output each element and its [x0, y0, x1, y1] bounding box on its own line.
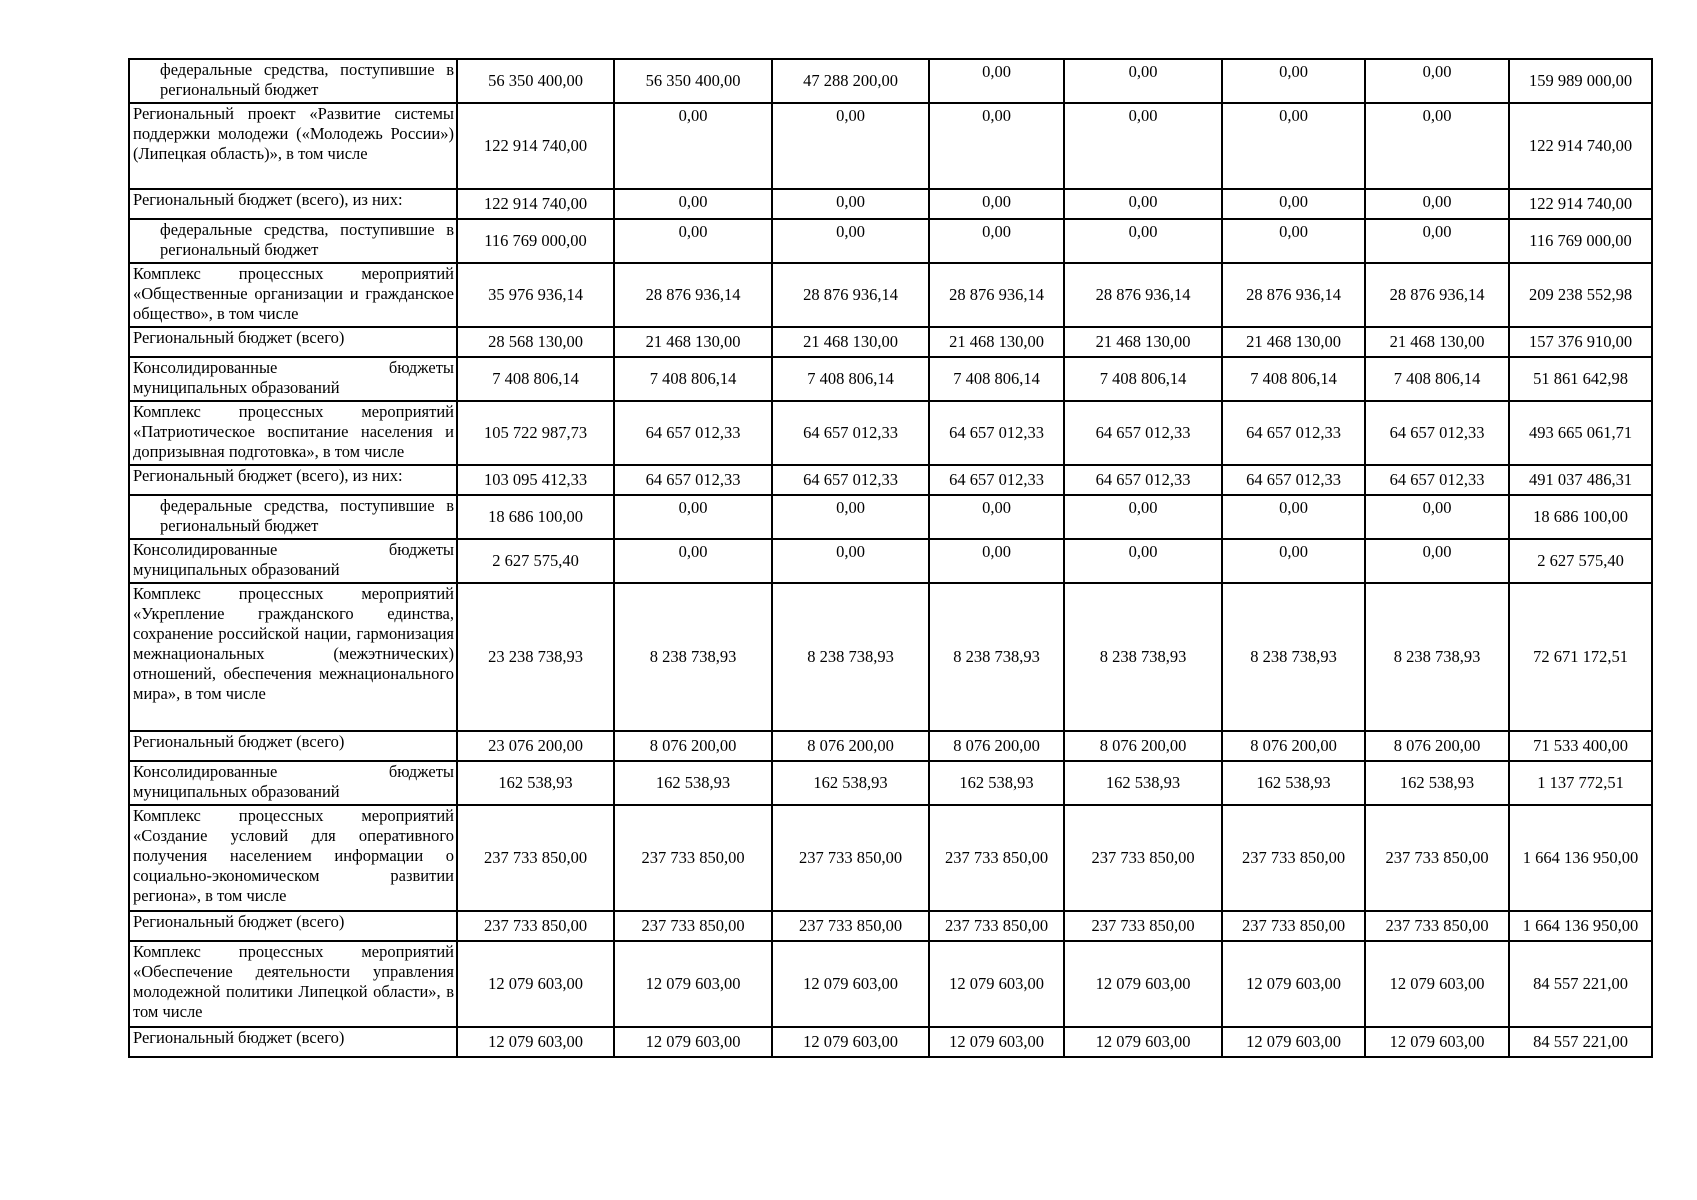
value-cell: 64 657 012,33 [772, 465, 929, 495]
value-cell: 23 076 200,00 [457, 731, 614, 761]
table-row [129, 911, 1652, 941]
row-label: федеральные средства, поступившие в региональный бюджет [129, 219, 457, 263]
value-cell: 0,00 [772, 495, 929, 539]
value-cell: 8 076 200,00 [1365, 731, 1509, 761]
value-cell: 64 657 012,33 [1064, 465, 1222, 495]
value-cell: 237 733 850,00 [1365, 805, 1509, 911]
value-cell: 0,00 [614, 189, 772, 219]
value-cell: 116 769 000,00 [457, 219, 614, 263]
value-cell: 0,00 [1222, 219, 1365, 263]
value-cell: 84 557 221,00 [1509, 941, 1652, 1027]
row-label: Консолидированные бюджеты муниципальных образований [129, 357, 457, 401]
row-label: Региональный бюджет (всего), из них: [129, 465, 457, 495]
budget-table [128, 58, 1653, 1058]
value-cell: 0,00 [1064, 59, 1222, 103]
value-cell: 237 733 850,00 [929, 911, 1064, 941]
value-cell: 12 079 603,00 [1064, 1027, 1222, 1057]
value-cell: 21 468 130,00 [929, 327, 1064, 357]
value-cell: 72 671 172,51 [1509, 583, 1652, 731]
value-cell: 0,00 [1365, 539, 1509, 583]
value-cell: 21 468 130,00 [1365, 327, 1509, 357]
value-cell: 12 079 603,00 [1064, 941, 1222, 1027]
value-cell: 122 914 740,00 [457, 189, 614, 219]
value-cell: 12 079 603,00 [614, 1027, 772, 1057]
value-cell: 64 657 012,33 [929, 465, 1064, 495]
value-cell: 0,00 [929, 219, 1064, 263]
value-cell: 0,00 [929, 539, 1064, 583]
value-cell: 0,00 [1365, 189, 1509, 219]
value-cell: 237 733 850,00 [457, 911, 614, 941]
value-cell: 2 627 575,40 [1509, 539, 1652, 583]
value-cell: 1 664 136 950,00 [1509, 911, 1652, 941]
value-cell: 0,00 [1222, 495, 1365, 539]
value-cell: 237 733 850,00 [1365, 911, 1509, 941]
value-cell: 491 037 486,31 [1509, 465, 1652, 495]
row-label: федеральные средства, поступившие в региональный бюджет [129, 495, 457, 539]
value-cell: 8 076 200,00 [772, 731, 929, 761]
value-cell: 0,00 [1064, 219, 1222, 263]
row-label: Региональный бюджет (всего), из них: [129, 189, 457, 219]
value-cell: 8 238 738,93 [614, 583, 772, 731]
value-cell: 1 137 772,51 [1509, 761, 1652, 805]
table-row [129, 59, 1652, 103]
value-cell: 12 079 603,00 [929, 1027, 1064, 1057]
table-row [129, 401, 1652, 465]
value-cell: 64 657 012,33 [929, 401, 1064, 465]
value-cell: 237 733 850,00 [1222, 805, 1365, 911]
table-row [129, 103, 1652, 189]
value-cell: 237 733 850,00 [614, 911, 772, 941]
value-cell: 1 664 136 950,00 [1509, 805, 1652, 911]
table-row [129, 583, 1652, 731]
value-cell: 162 538,93 [1365, 761, 1509, 805]
value-cell: 7 408 806,14 [1064, 357, 1222, 401]
value-cell: 0,00 [1365, 495, 1509, 539]
value-cell: 162 538,93 [929, 761, 1064, 805]
row-label: Комплекс процессных мероприятий «Обеспечение деятельности управления молодежной политики Липецкой области», в том числе [129, 941, 457, 1027]
value-cell: 162 538,93 [1222, 761, 1365, 805]
table-row [129, 357, 1652, 401]
value-cell: 12 079 603,00 [772, 941, 929, 1027]
value-cell: 64 657 012,33 [1365, 465, 1509, 495]
value-cell: 64 657 012,33 [772, 401, 929, 465]
value-cell: 237 733 850,00 [614, 805, 772, 911]
value-cell: 237 733 850,00 [1064, 805, 1222, 911]
value-cell: 28 876 936,14 [929, 263, 1064, 327]
value-cell: 157 376 910,00 [1509, 327, 1652, 357]
value-cell: 0,00 [1222, 539, 1365, 583]
value-cell: 0,00 [772, 219, 929, 263]
value-cell: 8 076 200,00 [929, 731, 1064, 761]
table-row [129, 189, 1652, 219]
table-body [129, 59, 1652, 1057]
value-cell: 28 876 936,14 [772, 263, 929, 327]
row-label: федеральные средства, поступившие в региональный бюджет [129, 59, 457, 103]
value-cell: 7 408 806,14 [772, 357, 929, 401]
value-cell: 35 976 936,14 [457, 263, 614, 327]
value-cell: 28 876 936,14 [1365, 263, 1509, 327]
value-cell: 122 914 740,00 [1509, 103, 1652, 189]
value-cell: 0,00 [772, 103, 929, 189]
value-cell: 0,00 [1222, 59, 1365, 103]
value-cell: 237 733 850,00 [457, 805, 614, 911]
value-cell: 209 238 552,98 [1509, 263, 1652, 327]
value-cell: 47 288 200,00 [772, 59, 929, 103]
table-row [129, 495, 1652, 539]
value-cell: 8 076 200,00 [1064, 731, 1222, 761]
value-cell: 28 568 130,00 [457, 327, 614, 357]
row-label: Региональный бюджет (всего) [129, 1027, 457, 1057]
value-cell: 122 914 740,00 [1509, 189, 1652, 219]
value-cell: 8 238 738,93 [929, 583, 1064, 731]
value-cell: 0,00 [929, 103, 1064, 189]
value-cell: 12 079 603,00 [457, 941, 614, 1027]
value-cell: 51 861 642,98 [1509, 357, 1652, 401]
table-row [129, 219, 1652, 263]
value-cell: 7 408 806,14 [614, 357, 772, 401]
value-cell: 0,00 [929, 59, 1064, 103]
value-cell: 21 468 130,00 [614, 327, 772, 357]
value-cell: 0,00 [1365, 103, 1509, 189]
value-cell: 21 468 130,00 [1222, 327, 1365, 357]
value-cell: 237 733 850,00 [1064, 911, 1222, 941]
value-cell: 8 238 738,93 [1222, 583, 1365, 731]
value-cell: 64 657 012,33 [614, 465, 772, 495]
value-cell: 0,00 [1064, 103, 1222, 189]
value-cell: 0,00 [614, 219, 772, 263]
value-cell: 12 079 603,00 [929, 941, 1064, 1027]
value-cell: 12 079 603,00 [772, 1027, 929, 1057]
table-row [129, 805, 1652, 911]
value-cell: 18 686 100,00 [1509, 495, 1652, 539]
value-cell: 0,00 [1064, 495, 1222, 539]
value-cell: 84 557 221,00 [1509, 1027, 1652, 1057]
value-cell: 0,00 [614, 495, 772, 539]
row-label: Консолидированные бюджеты муниципальных образований [129, 761, 457, 805]
row-label: Региональный проект «Развитие системы поддержки молодежи («Молодежь России») (Липецкая область)», в том числе [129, 103, 457, 189]
value-cell: 0,00 [1064, 539, 1222, 583]
value-cell: 64 657 012,33 [1222, 401, 1365, 465]
value-cell: 0,00 [1365, 59, 1509, 103]
value-cell: 64 657 012,33 [1222, 465, 1365, 495]
row-label: Комплекс процессных мероприятий «Создание условий для оперативного получения населением информации о социально-экономическом развитии региона», в том числе [129, 805, 457, 911]
value-cell: 162 538,93 [1064, 761, 1222, 805]
value-cell: 159 989 000,00 [1509, 59, 1652, 103]
value-cell: 7 408 806,14 [457, 357, 614, 401]
table-row [129, 263, 1652, 327]
value-cell: 12 079 603,00 [1365, 941, 1509, 1027]
table-row [129, 941, 1652, 1027]
value-cell: 162 538,93 [772, 761, 929, 805]
table-row [129, 761, 1652, 805]
value-cell: 28 876 936,14 [1064, 263, 1222, 327]
value-cell: 7 408 806,14 [929, 357, 1064, 401]
value-cell: 2 627 575,40 [457, 539, 614, 583]
table-row [129, 731, 1652, 761]
value-cell: 12 079 603,00 [614, 941, 772, 1027]
value-cell: 0,00 [772, 189, 929, 219]
value-cell: 56 350 400,00 [614, 59, 772, 103]
value-cell: 0,00 [929, 189, 1064, 219]
value-cell: 0,00 [772, 539, 929, 583]
table-row [129, 539, 1652, 583]
value-cell: 162 538,93 [614, 761, 772, 805]
value-cell: 8 076 200,00 [1222, 731, 1365, 761]
value-cell: 21 468 130,00 [1064, 327, 1222, 357]
value-cell: 7 408 806,14 [1365, 357, 1509, 401]
value-cell: 8 238 738,93 [1365, 583, 1509, 731]
value-cell: 64 657 012,33 [1365, 401, 1509, 465]
value-cell: 64 657 012,33 [614, 401, 772, 465]
table-row [129, 1027, 1652, 1057]
value-cell: 0,00 [929, 495, 1064, 539]
row-label: Консолидированные бюджеты муниципальных образований [129, 539, 457, 583]
value-cell: 12 079 603,00 [1222, 1027, 1365, 1057]
value-cell: 71 533 400,00 [1509, 731, 1652, 761]
value-cell: 12 079 603,00 [1222, 941, 1365, 1027]
value-cell: 8 238 738,93 [1064, 583, 1222, 731]
value-cell: 0,00 [1064, 189, 1222, 219]
row-label: Региональный бюджет (всего) [129, 327, 457, 357]
value-cell: 0,00 [1365, 219, 1509, 263]
value-cell: 64 657 012,33 [1064, 401, 1222, 465]
table-row [129, 465, 1652, 495]
value-cell: 0,00 [614, 539, 772, 583]
value-cell: 12 079 603,00 [1365, 1027, 1509, 1057]
value-cell: 0,00 [1222, 189, 1365, 219]
value-cell: 237 733 850,00 [929, 805, 1064, 911]
value-cell: 56 350 400,00 [457, 59, 614, 103]
value-cell: 21 468 130,00 [772, 327, 929, 357]
value-cell: 28 876 936,14 [614, 263, 772, 327]
value-cell: 23 238 738,93 [457, 583, 614, 731]
value-cell: 237 733 850,00 [772, 805, 929, 911]
row-label: Региональный бюджет (всего) [129, 911, 457, 941]
value-cell: 237 733 850,00 [772, 911, 929, 941]
value-cell: 7 408 806,14 [1222, 357, 1365, 401]
value-cell: 493 665 061,71 [1509, 401, 1652, 465]
value-cell: 105 722 987,73 [457, 401, 614, 465]
value-cell: 18 686 100,00 [457, 495, 614, 539]
value-cell: 28 876 936,14 [1222, 263, 1365, 327]
row-label: Комплекс процессных мероприятий «Патриотическое воспитание населения и допризывная подготовка», в том числе [129, 401, 457, 465]
value-cell: 12 079 603,00 [457, 1027, 614, 1057]
value-cell: 122 914 740,00 [457, 103, 614, 189]
value-cell: 8 076 200,00 [614, 731, 772, 761]
value-cell: 116 769 000,00 [1509, 219, 1652, 263]
row-label: Комплекс процессных мероприятий «Общественные организации и гражданское общество», в том числе [129, 263, 457, 327]
value-cell: 0,00 [614, 103, 772, 189]
value-cell: 8 238 738,93 [772, 583, 929, 731]
value-cell: 162 538,93 [457, 761, 614, 805]
value-cell: 103 095 412,33 [457, 465, 614, 495]
row-label: Комплекс процессных мероприятий «Укрепление гражданского единства, сохранение российской нации, гармонизация межнациональных (межэтнических) отношений, обеспечения межнационального мира», в том числе [129, 583, 457, 731]
row-label: Региональный бюджет (всего) [129, 731, 457, 761]
value-cell: 237 733 850,00 [1222, 911, 1365, 941]
value-cell: 0,00 [1222, 103, 1365, 189]
table-row [129, 327, 1652, 357]
